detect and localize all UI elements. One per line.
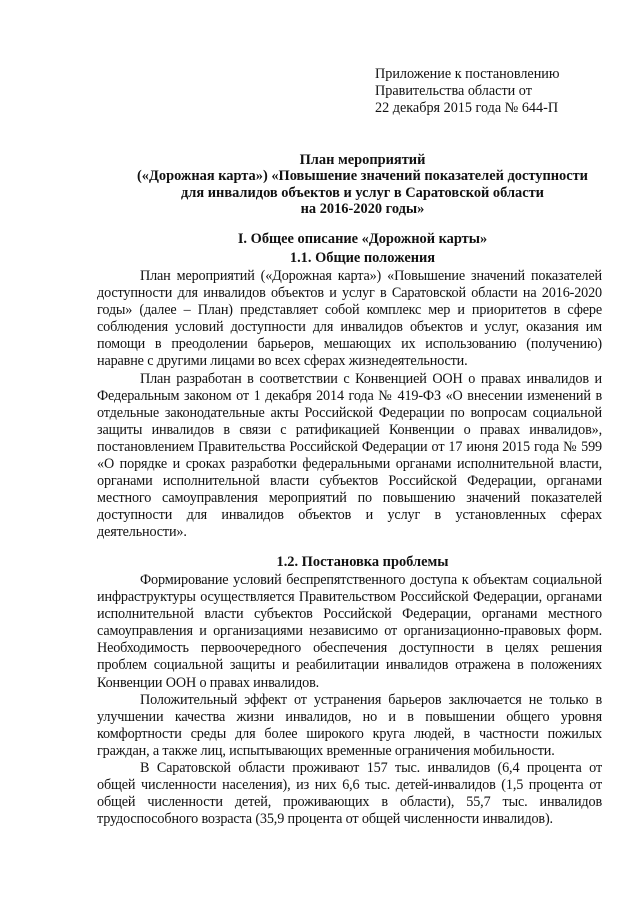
subsection-1-1-body xyxy=(97,268,602,542)
paragraph: Формирование условий беспрепятственного доступа к объектам социальной инфраструктуры осуществляется Правительством Российской Федерации, органами исполнительной власти субъектов Российской Федерации, органами местного самоуправления и организациями независимо от организационно-правовых форм. Необходимость первоочередного обеспечения доступности в целях решения проблем социальной защиты и реабилитации инвалидов отражена в положениях Конвенции ООН о правах инвалидов. xyxy=(97,572,602,691)
section-heading: I. Общее описание «Дорожной карты» xyxy=(237,231,488,247)
title-line: на 2016-2020 годы» xyxy=(300,201,425,218)
paragraph: План мероприятий («Дорожная карта») «Повышение значений показателей доступности для инвалидов объектов и услуг в Саратовской области на 2016-2020 годы» (далее – План) представляет собой комплекс мер и приоритетов в сфере соблюдения условий доступности для инвалидов объектов и услуг, оказания им помощи в преодолении барьеров, мешающих их использованию (получению) наравне с другими лицами во всех сферах жизнедеятельности. xyxy=(97,268,602,370)
title-line: для инвалидов объектов и услуг в Саратовской области xyxy=(181,184,544,201)
appendix-reference xyxy=(375,66,625,118)
subsection-1-2-body xyxy=(97,572,602,828)
paragraph: План разработан в соответствии с Конвенцией ООН о правах инвалидов и Федеральным законом от 1 декабря 2014 года № 419-ФЗ «О внесении изменений в отдельные законодательные акты Российской Федерации по вопросам социальной защиты инвалидов в связи с ратификацией Конвенции о правах инвалидов», постановлением Правительства Российской Федерации от 17 июня 2015 года № 599 «О порядке и сроках разработки федеральными органами исполнительной власти, органами исполнительной власти субъектов Российской Федерации, органами местного самоуправления мероприятий по повышению значений показателей доступности для инвалидов объектов и услуг в установленных сферах деятельности». xyxy=(97,370,602,541)
appendix-line: Приложение к постановлению xyxy=(375,66,560,82)
subsection-heading: 1.1. Общие положения xyxy=(289,250,436,266)
title-line: План мероприятий xyxy=(299,152,426,168)
appendix-line: Правительства области от xyxy=(375,83,532,100)
paragraph: В Саратовской области проживают 157 тыс. инвалидов (6,4 процента от общей численности населения), из них 6,6 тыс. детей-инвалидов (1,5 процента от общей численности детей, проживающих в области), 55,7 тыс. инвалидов трудоспособного возраста (35,9 процента от общей численности инвалидов). xyxy=(97,760,602,828)
subsection-heading: 1.2. Постановка проблемы xyxy=(276,554,449,570)
paragraph: Положительный эффект от устранения барьеров заключается не только в улучшении качества жизни инвалидов, но и в повышении общего уровня комфортности среды для более широкого круга людей, в частности пожилых граждан, а также лиц, испытывающих временные ограничения мобильности. xyxy=(97,691,602,759)
appendix-line: 22 декабря 2015 года № 644-П xyxy=(375,100,559,117)
title-line: («Дорожная карта») «Повышение значений показателей доступности xyxy=(137,168,588,185)
document-title xyxy=(90,152,635,218)
